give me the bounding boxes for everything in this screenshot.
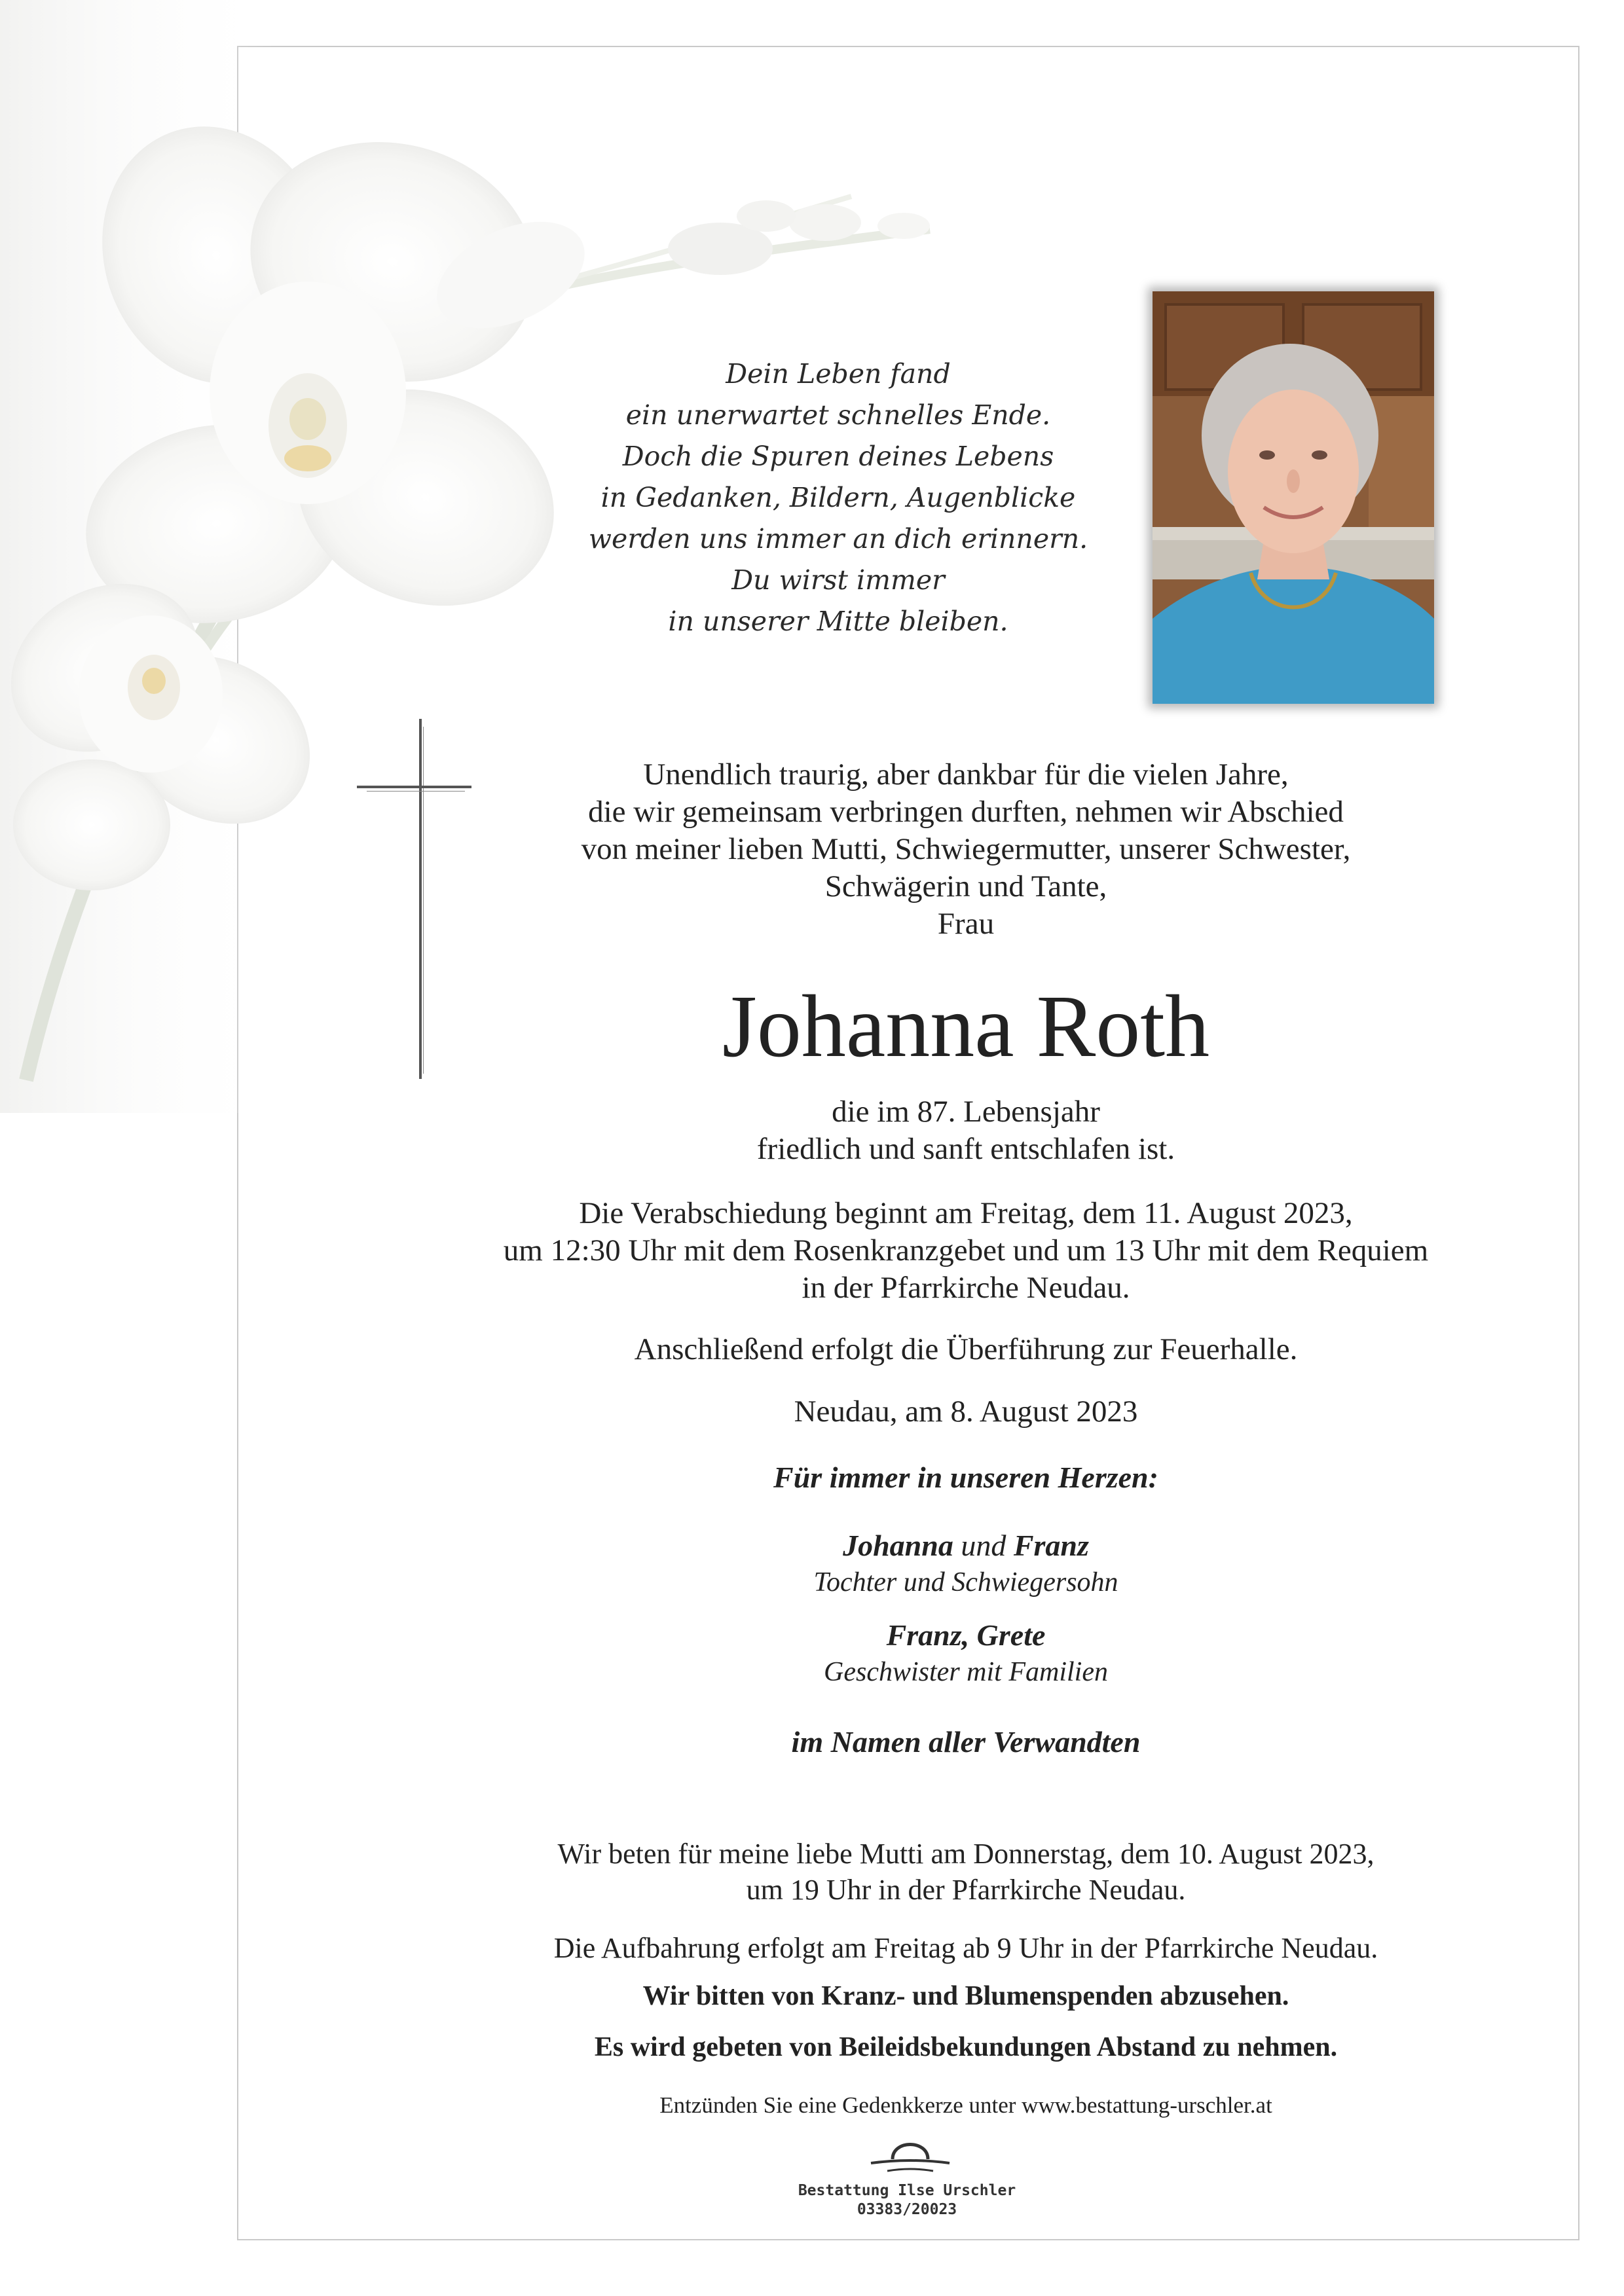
- mourner-relation: Tochter und Schwiegersohn: [813, 1567, 1118, 1597]
- mourner-names: [327, 1527, 1604, 1564]
- mourner-joiner: und: [961, 1529, 1006, 1562]
- poem-line: in unserer Mitte bleiben.: [668, 606, 1008, 637]
- poem-line: Doch die Spuren deines Lebens: [622, 441, 1054, 472]
- poem-line: Du wirst immer: [731, 564, 945, 596]
- age-text: [327, 1093, 1604, 1168]
- age-line: die im 87. Lebensjahr: [832, 1095, 1100, 1129]
- undertaker-info: [776, 2181, 1038, 2219]
- intro-line: Schwägerin und Tante,: [824, 869, 1107, 903]
- intro-line: die wir gemeinsam verbringen durften, nehmen wir Abschied: [588, 795, 1344, 829]
- portrait-photo: [1153, 291, 1434, 704]
- service-line: in der Pfarrkirche Neudau.: [802, 1271, 1130, 1305]
- poem-line: Dein Leben fand: [726, 358, 951, 390]
- condolences-note: Es wird gebeten von Beileidsbekundungen Abstand zu nehmen.: [594, 2032, 1338, 2062]
- service-line: Die Verabschiedung beginnt am Freitag, dem 11. August 2023,: [579, 1196, 1353, 1230]
- forever-heading: Für immer in unseren Herzen:: [773, 1461, 1158, 1494]
- memorial-poem: [478, 354, 1198, 642]
- undertaker-logo-icon: [868, 2133, 953, 2179]
- viewing-note: Die Aufbahrung erfolgt am Freitag ab 9 Uhr in der Pfarrkirche Neudau.: [553, 1932, 1378, 1964]
- undertaker-phone: 03383/20023: [857, 2201, 957, 2218]
- prayer-note: [327, 1836, 1604, 1908]
- poem-line: werden uns immer an dich erinnern.: [588, 523, 1088, 555]
- mourner-relation: Geschwister mit Familien: [824, 1657, 1108, 1687]
- intro-text: [327, 756, 1604, 943]
- intro-line: von meiner lieben Mutti, Schwiegermutter, unserer Schwester,: [581, 832, 1351, 866]
- mourner-names: Franz, Grete: [886, 1618, 1046, 1652]
- poem-line: ein unerwartet schnelles Ende.: [625, 399, 1051, 431]
- poem-line: in Gedanken, Bildern, Augenblicke: [600, 482, 1076, 513]
- place-date: Neudau, am 8. August 2023: [794, 1394, 1138, 1429]
- service-details: [327, 1195, 1604, 1307]
- mourner-group: [327, 1527, 1604, 1601]
- intro-line: Unendlich traurig, aber dankbar für die vielen Jahre,: [643, 757, 1289, 792]
- mourner-name: Johanna: [843, 1529, 953, 1562]
- mourner-group: [327, 1617, 1604, 1690]
- transfer-note: Anschließend erfolgt die Überführung zur Feuerhalle.: [634, 1332, 1298, 1366]
- prayer-line: um 19 Uhr in der Pfarrkirche Neudau.: [746, 1874, 1186, 1906]
- all-relatives: im Namen aller Verwandten: [791, 1725, 1141, 1758]
- no-wreaths-note: Wir bitten von Kranz- und Blumenspenden abzusehen.: [642, 1981, 1289, 2011]
- prayer-line: Wir beten für meine liebe Mutti am Donnerstag, dem 10. August 2023,: [557, 1838, 1375, 1870]
- portrait-image: [1153, 291, 1434, 704]
- mourner-name: Franz: [1013, 1529, 1089, 1562]
- deceased-name: Johanna Roth: [722, 977, 1210, 1076]
- memorial-candle-note: Entzünden Sie eine Gedenkkerze unter www.bestattung-urschler.at: [659, 2092, 1272, 2118]
- undertaker-name: Bestattung Ilse Urschler: [798, 2182, 1016, 2199]
- age-line: friedlich und sanft entschlafen ist.: [756, 1132, 1175, 1166]
- service-line: um 12:30 Uhr mit dem Rosenkranzgebet und um 13 Uhr mit dem Requiem: [503, 1233, 1429, 1267]
- intro-line: Frau: [937, 907, 995, 941]
